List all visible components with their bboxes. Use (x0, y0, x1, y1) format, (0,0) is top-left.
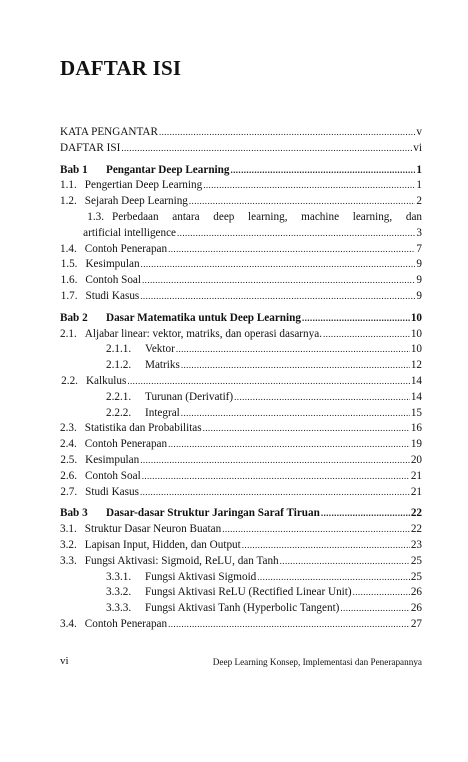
section-number: 1.1. (60, 179, 77, 192)
subsection-number: 3.3.1. (106, 570, 132, 583)
section-number: 2.6. (60, 469, 78, 482)
section-title: Lapisan Input, Hidden, dan Output (84, 538, 241, 551)
section-title: Sejarah Deep Learning (84, 195, 188, 208)
section-title: Struktur Dasar Neuron Buatan (84, 523, 222, 536)
toc-section-1-7[interactable] (60, 289, 422, 305)
section-number: 1.2. (60, 195, 77, 208)
section-title: Aljabar linear: vektor, matriks, dan operasi dasarnya. (84, 327, 322, 340)
subsection-title: Fungsi Aktivasi Tanh (Hyperbolic Tangent) (145, 602, 340, 615)
entry-page: 22 (410, 507, 422, 520)
chapter-number: Bab 3 (60, 507, 88, 520)
dot-leader (203, 178, 415, 194)
entry-page: 22 (410, 523, 422, 536)
section-number: 1.5. (60, 258, 78, 271)
dot-leader (302, 311, 410, 327)
dot-leader (230, 163, 415, 179)
entry-page: 9 (416, 258, 422, 271)
entry-page: 23 (410, 538, 422, 551)
toc-section-1-6[interactable] (60, 273, 422, 289)
section-title: Kalkulus (85, 374, 127, 387)
entry-page: vi (413, 141, 422, 154)
toc-section-2-6[interactable] (60, 469, 422, 485)
entry-page: 26 (410, 602, 422, 615)
dot-leader (142, 273, 415, 289)
entry-page: 9 (416, 289, 422, 302)
section-number: 1.4. (60, 242, 77, 255)
section-title: Kesimpulan (85, 258, 140, 271)
section-title-line2: artificial intelligence (83, 226, 177, 239)
toc-subsection-3-3-3[interactable] (60, 601, 422, 617)
subsection-title: Matriks (145, 359, 180, 372)
dot-leader (140, 289, 415, 305)
toc-section-3-2[interactable] (60, 538, 422, 554)
entry-page: 21 (410, 485, 422, 498)
chapter-number: Bab 2 (60, 311, 88, 324)
toc-section-2-2[interactable] (60, 374, 422, 390)
toc-section-1-1[interactable] (60, 178, 422, 194)
section-title: Contoh Soal (85, 274, 142, 287)
section-title: Contoh Penerapan (84, 438, 168, 451)
section-number: 1.3. (87, 210, 104, 223)
page-title: DAFTAR ISI (60, 56, 182, 80)
section-number: 3.1. (60, 523, 77, 536)
toc-section-3-3[interactable] (60, 554, 422, 570)
dot-leader (168, 242, 415, 258)
entry-label: KATA PENGANTAR (60, 126, 158, 138)
dot-leader (181, 358, 410, 374)
dot-leader (280, 554, 410, 570)
section-title: Kesimpulan (85, 453, 140, 466)
dot-leader (234, 390, 410, 406)
section-number: 3.2. (60, 538, 77, 551)
subsection-number: 3.3.3. (106, 602, 132, 615)
dot-leader (257, 570, 410, 586)
entry-page: 27 (410, 617, 422, 630)
entry-page: 14 (410, 374, 422, 387)
dot-leader (168, 437, 410, 453)
section-number: 2.2. (61, 374, 78, 387)
subsection-title: Turunan (Derivatif) (145, 390, 234, 403)
section-title: Contoh Penerapan (84, 242, 168, 255)
subsection-number: 2.2.1. (106, 390, 132, 403)
toc-section-3-4[interactable] (60, 617, 422, 633)
section-title: Studi Kasus (85, 289, 140, 302)
section-title-line1: Perbedaan antara deep learning, machine learning, dan (112, 210, 422, 223)
section-number: 2.3. (60, 422, 77, 435)
chapter-title: Dasar-dasar Struktur Jaringan Saraf Tiruan (106, 507, 320, 520)
dot-leader (127, 374, 409, 390)
dot-leader (189, 194, 416, 210)
toc-section-1-3[interactable] (60, 210, 422, 226)
entry-page: 3 (416, 226, 422, 239)
toc-entry-daftar-isi[interactable] (60, 141, 422, 157)
section-number: 2.7. (60, 485, 78, 498)
dot-leader (181, 406, 410, 422)
entry-page: 7 (416, 242, 422, 255)
toc-section-1-2[interactable] (60, 194, 422, 210)
subsection-title: Fungsi Aktivasi Sigmoid (145, 570, 257, 583)
entry-label: DAFTAR ISI (60, 141, 121, 154)
subsection-number: 2.1.2. (106, 359, 132, 372)
table-of-contents (60, 125, 422, 633)
chapter-number: Bab 1 (60, 163, 88, 176)
entry-page: 16 (410, 422, 422, 435)
section-number: 2.1. (60, 327, 77, 340)
entry-page: 26 (410, 586, 422, 599)
section-number: 3.3. (60, 554, 77, 567)
dot-leader (121, 141, 412, 157)
dot-leader (140, 485, 410, 501)
toc-section-1-3-continued[interactable] (60, 226, 422, 242)
toc-subsection-3-3-2[interactable] (60, 585, 422, 601)
dot-leader (176, 342, 410, 358)
dot-leader (142, 469, 410, 485)
section-title: Studi Kasus (85, 485, 139, 498)
entry-page: 20 (410, 453, 422, 466)
dot-leader (321, 506, 410, 522)
toc-section-3-1[interactable] (60, 522, 422, 538)
entry-page: 12 (410, 359, 422, 372)
subsection-title: Vektor (145, 343, 175, 356)
toc-section-2-1[interactable] (60, 327, 422, 343)
entry-page: 19 (410, 438, 422, 451)
toc-chapter-2[interactable] (60, 311, 422, 327)
section-title: Pengertian Deep Learning (84, 179, 203, 192)
toc-chapter-1[interactable] (60, 163, 422, 179)
toc-chapter-3[interactable] (60, 506, 422, 522)
dot-leader (242, 538, 410, 554)
section-title: Contoh Penerapan (84, 617, 168, 630)
toc-section-1-5[interactable] (60, 257, 422, 273)
entry-page: 15 (410, 406, 422, 419)
entry-page: 25 (410, 570, 422, 583)
entry-page: 10 (410, 343, 422, 356)
toc-subsection-2-1-2[interactable] (60, 358, 422, 374)
toc-entry-kata-pengantar[interactable] (60, 125, 422, 141)
entry-page: 1 (416, 163, 422, 176)
toc-subsection-2-2-1[interactable] (60, 390, 422, 406)
entry-page: 1 (416, 179, 422, 192)
dot-leader (177, 226, 415, 242)
chapter-title: Dasar Matematika untuk Deep Learning (106, 311, 301, 324)
subsection-title: Integral (145, 406, 180, 419)
entry-page: 25 (410, 554, 422, 567)
toc-section-2-5[interactable] (60, 453, 422, 469)
entry-page: 2 (416, 195, 422, 208)
section-number: 2.4. (60, 438, 77, 451)
dot-leader (353, 585, 410, 601)
entry-page: 14 (410, 390, 422, 403)
toc-subsection-2-1-1[interactable] (60, 342, 422, 358)
dot-leader (140, 453, 410, 469)
chapter-title: Pengantar Deep Learning (106, 163, 230, 176)
dot-leader (323, 327, 410, 343)
section-number: 1.6. (60, 274, 78, 287)
dot-leader (141, 257, 416, 273)
dot-leader (203, 421, 410, 437)
section-number: 3.4. (60, 617, 77, 630)
dot-leader (222, 522, 410, 538)
section-title: Fungsi Aktivasi: Sigmoid, ReLU, dan Tanh (84, 554, 279, 567)
section-title: Contoh Soal (85, 469, 141, 482)
entry-page: 10 (410, 327, 422, 340)
toc-section-2-4[interactable] (60, 437, 422, 453)
dot-leader (340, 601, 409, 617)
toc-subsection-2-2-2[interactable] (60, 406, 422, 422)
toc-section-2-3[interactable] (60, 421, 422, 437)
section-title: Statistika dan Probabilitas (84, 422, 202, 435)
footer-page-number: vi (60, 655, 69, 667)
entry-page: 10 (410, 311, 422, 324)
dot-leader (159, 125, 415, 141)
entry-page: 9 (416, 274, 422, 287)
subsection-number: 3.3.2. (106, 586, 132, 599)
entry-page: 21 (410, 469, 422, 482)
section-number: 1.7. (60, 289, 78, 302)
footer-book-title: Deep Learning Konsep, Implementasi dan Penerapannya (212, 657, 422, 667)
entry-page: v (416, 126, 422, 138)
toc-section-1-4[interactable] (60, 242, 422, 258)
section-number: 2.5. (60, 453, 78, 466)
toc-section-2-7[interactable] (60, 485, 422, 501)
subsection-title: Fungsi Aktivasi ReLU (Rectified Linear Unit) (145, 586, 352, 599)
dot-leader (168, 617, 410, 633)
toc-subsection-3-3-1[interactable] (60, 570, 422, 586)
subsection-number: 2.2.2. (106, 406, 132, 419)
subsection-number: 2.1.1. (106, 343, 132, 356)
